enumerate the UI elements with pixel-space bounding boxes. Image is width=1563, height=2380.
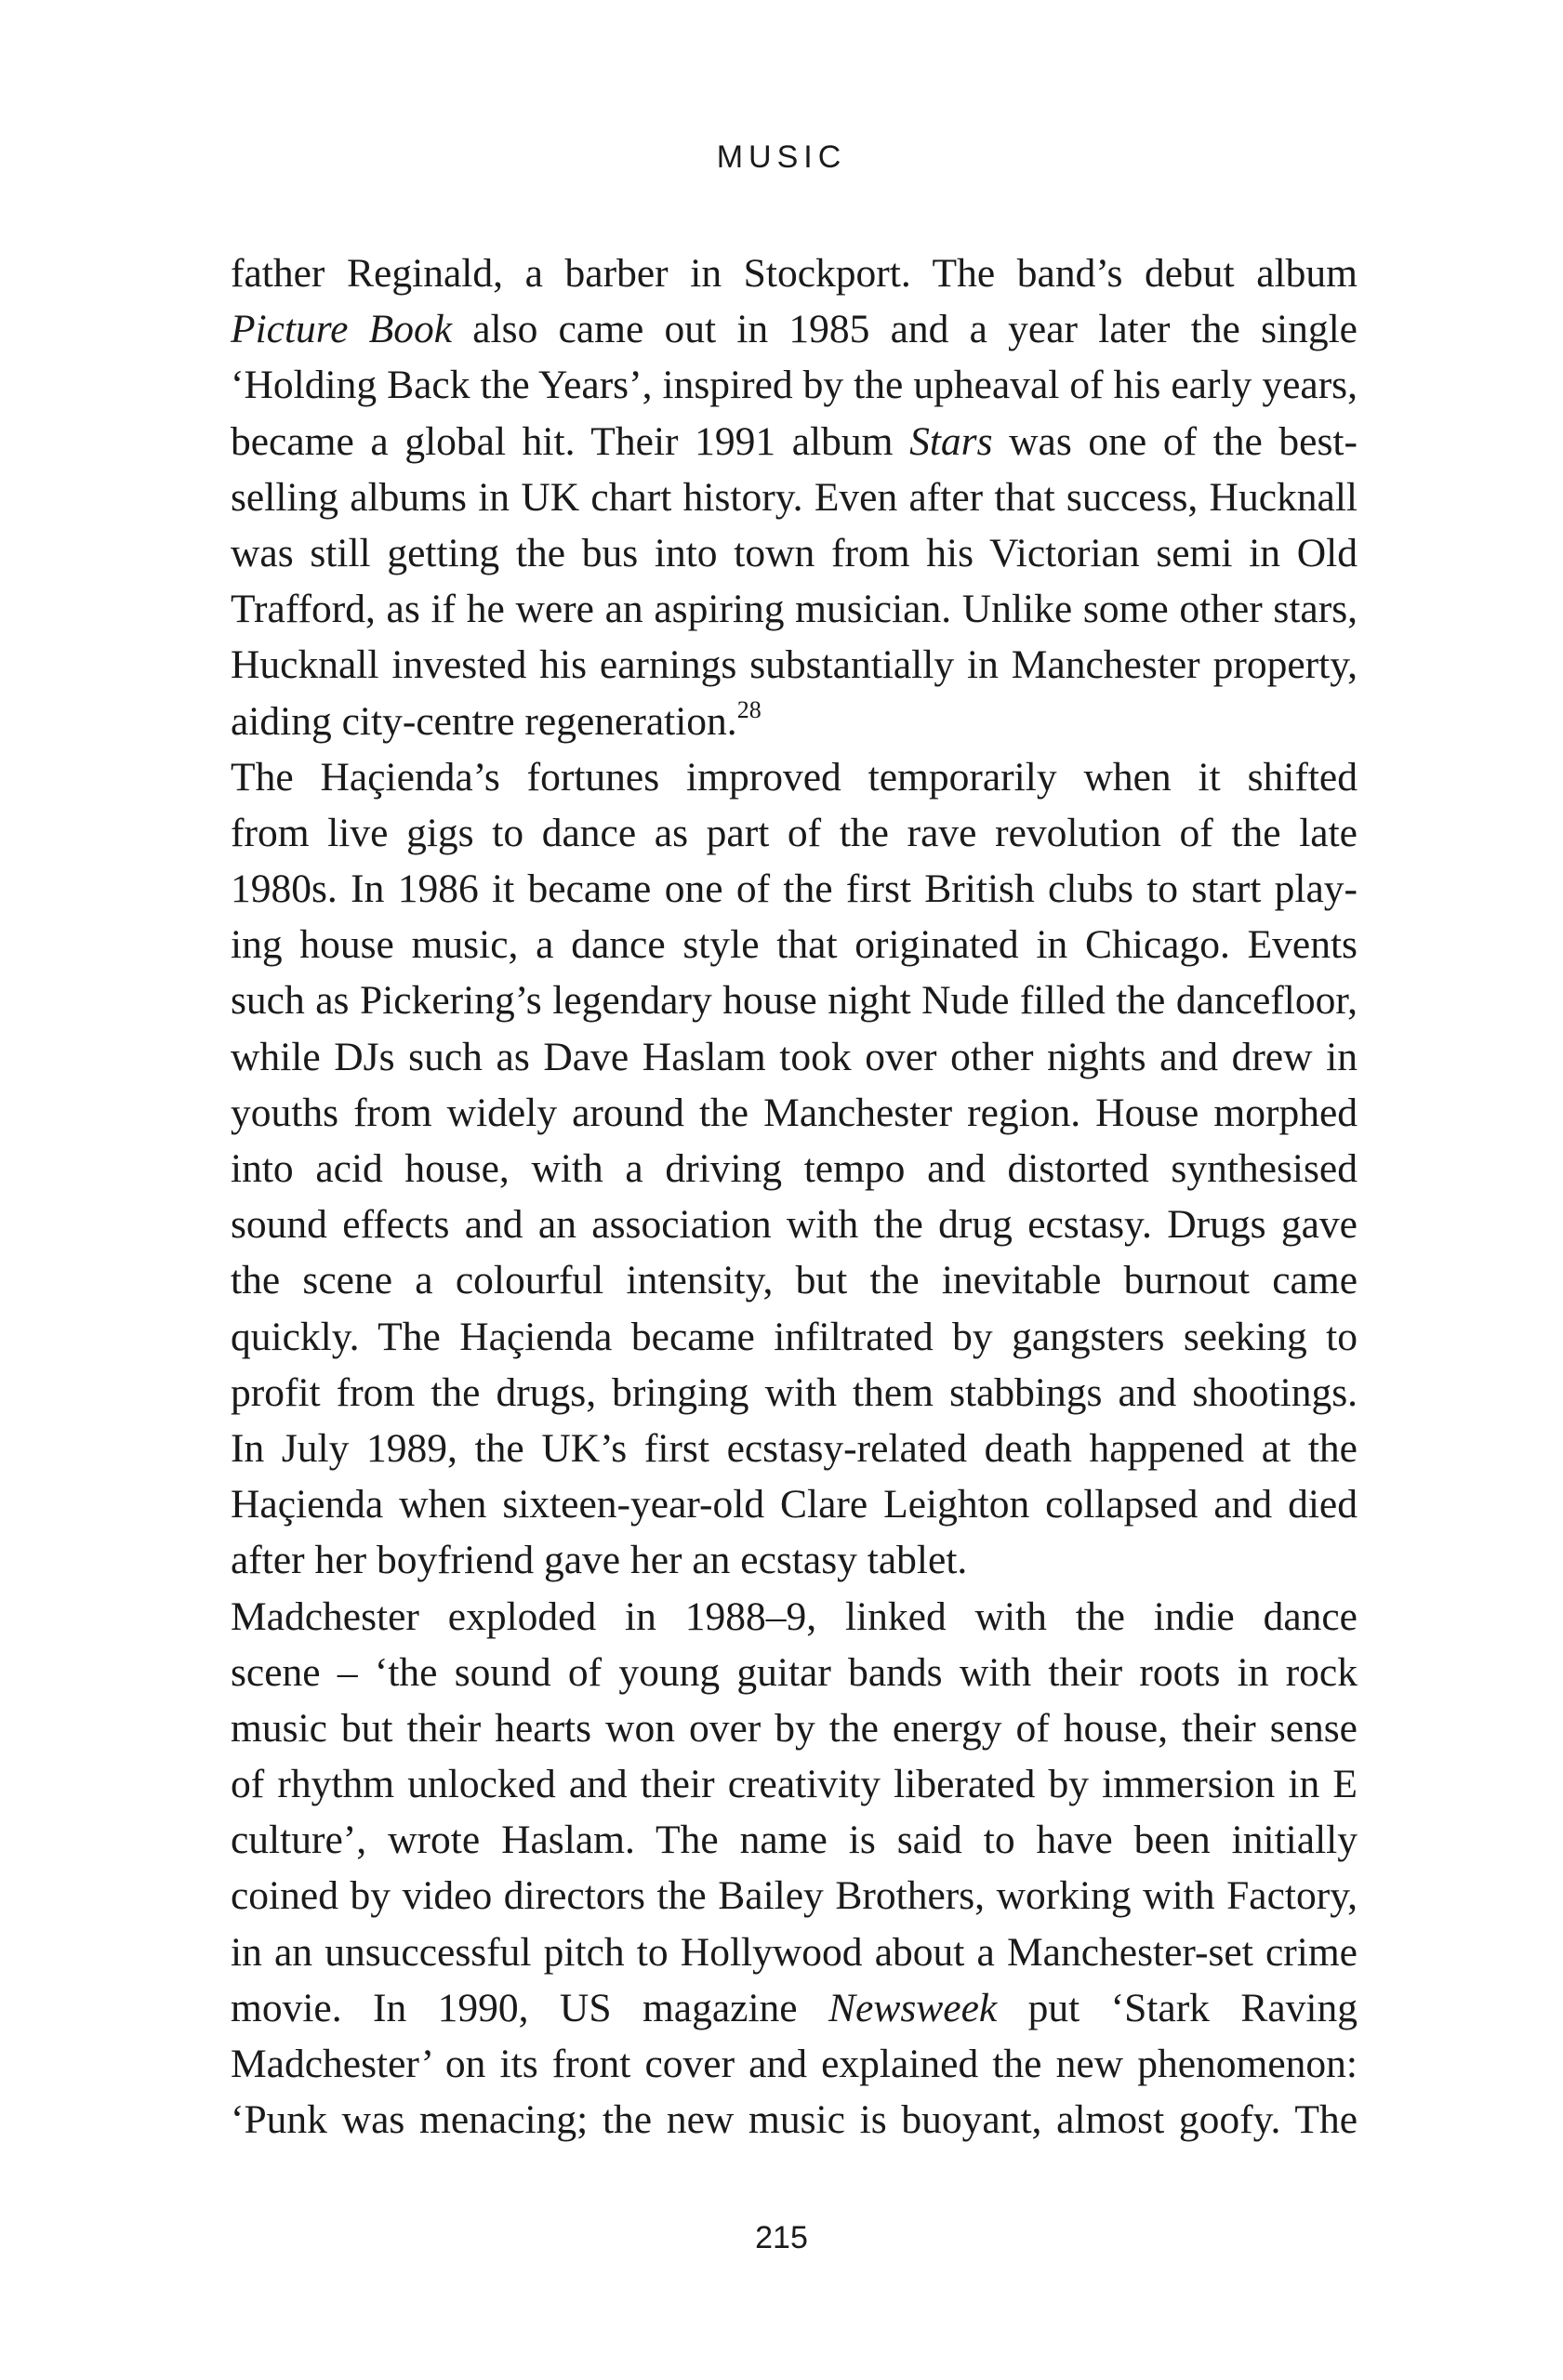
text-run: Hucknall invested his earnings substantially in Manchester property, [231, 642, 1358, 688]
italic-title: Picture Book [231, 307, 453, 352]
text-run: such as Pickering’s legendary house night Nude filled the dancefloor, [231, 978, 1358, 1024]
text-run: In July 1989, the UK’s first ecstasy-related death happened at the [231, 1425, 1358, 1471]
text-line [231, 1309, 1358, 1365]
text-run: quickly. The Haçienda became infiltrated by gangsters seeking to [231, 1314, 1358, 1359]
text-line [231, 1645, 1358, 1700]
text-line [231, 1812, 1358, 1868]
text-line [231, 1029, 1358, 1085]
text-line [231, 357, 1358, 413]
text-line [231, 1868, 1358, 1924]
text-run: while DJs such as Dave Haslam took over other nights and drew in [231, 1034, 1358, 1079]
text-run: Haçienda when sixteen-year-old Clare Leighton collapsed and died [231, 1482, 1358, 1527]
text-line [231, 245, 1358, 301]
text-line [231, 1252, 1358, 1308]
text-line [231, 1924, 1358, 1980]
page-number: 215 [755, 2220, 808, 2255]
text-line [231, 805, 1358, 861]
text-line [231, 694, 1358, 749]
text-run: after her boyfriend gave her an ecstasy tablet. [231, 1538, 968, 1583]
text-line [231, 469, 1358, 525]
text-run: movie. In 1990, US magazine [231, 1985, 829, 2030]
text-line [231, 1589, 1358, 1645]
text-run: the scene a colourful intensity, but the inevitable burnout came [231, 1258, 1358, 1303]
text-line [231, 414, 1358, 469]
text-run: ing house music, a dance style that originated in Chicago. Events [231, 922, 1358, 968]
text-line [231, 861, 1358, 917]
text-line [231, 2092, 1358, 2148]
text-run: of rhythm unlocked and their creativity liberated by immersion in E [231, 1762, 1358, 1807]
text-line [231, 1197, 1358, 1252]
text-run: music but their hearts won over by the energy of house, their sense [231, 1705, 1358, 1751]
text-run: Madchester’ on its front cover and explained the new phenomenon: [231, 2042, 1358, 2086]
text-run: 1980s. In 1986 it became one of the first British clubs to start play- [231, 866, 1358, 912]
text-line [231, 917, 1358, 972]
text-run: into acid house, with a driving tempo and distorted synthesised [231, 1146, 1358, 1191]
text-line [231, 637, 1358, 693]
text-run: Trafford, as if he were an aspiring musician. Unlike some other stars, [231, 587, 1358, 632]
text-run: in an unsuccessful pitch to Hollywood about a Manchester-set crime [231, 1929, 1358, 1975]
text-run: ‘Punk was menacing; the new music is buoyant, almost goofy. The [231, 2097, 1358, 2143]
text-run: put ‘Stark Raving [997, 1985, 1358, 2030]
text-line [231, 749, 1358, 805]
text-run: became a global hit. Their 1991 album [231, 418, 910, 464]
italic-title: Newsweek [828, 1985, 998, 2030]
text-run: sound effects and an association with the drug ecstasy. Drugs gave [231, 1202, 1358, 1248]
text-line [231, 1700, 1358, 1756]
text-run: The Haçienda’s fortunes improved temporarily when it shifted [231, 754, 1358, 800]
text-run: culture’, wrote Haslam. The name is said to have been initially [231, 1818, 1358, 1863]
paragraph [231, 1589, 1358, 2149]
text-line [231, 2036, 1358, 2092]
italic-title: Stars [909, 418, 993, 464]
footnote-ref: 28 [736, 696, 762, 723]
text-run: profit from the drugs, bringing with them stabbings and shootings. [231, 1369, 1358, 1415]
text-run: Madchester exploded in 1988–9, linked with the indie dance [231, 1593, 1358, 1639]
text-run: was one of the best- [992, 418, 1358, 464]
body-text [231, 245, 1358, 2148]
text-run: from live gigs to dance as part of the rave revolution of the late [231, 810, 1358, 855]
text-line [231, 1980, 1358, 2036]
text-line [231, 525, 1358, 581]
text-line [231, 1756, 1358, 1812]
text-run: scene – ‘the sound of young guitar bands with their roots in rock [231, 1649, 1358, 1695]
paragraph [231, 749, 1358, 1589]
text-line [231, 972, 1358, 1028]
running-head: MUSIC [716, 139, 847, 175]
text-line [231, 1421, 1358, 1476]
text-run: selling albums in UK chart history. Even after that success, Hucknall [231, 474, 1358, 520]
text-run: was still getting the bus into town from his Victorian semi in Old [231, 530, 1358, 575]
text-run: also came out in 1985 and a year later the single [452, 307, 1358, 352]
text-line [231, 1141, 1358, 1197]
text-run: coined by video directors the Bailey Brothers, working with Factory, [231, 1873, 1358, 1919]
text-run: youths from widely around the Manchester region. House morphed [231, 1090, 1358, 1135]
paragraph [231, 245, 1358, 749]
text-run: ‘Holding Back the Years’, inspired by the upheaval of his early years, [231, 363, 1358, 408]
text-line [231, 581, 1358, 637]
text-line [231, 1085, 1358, 1141]
text-run: aiding city-centre regeneration. [231, 698, 737, 744]
text-line [231, 1532, 1358, 1588]
text-line [231, 1476, 1358, 1532]
text-run: father Reginald, a barber in Stockport. The band’s debut album [231, 251, 1358, 296]
text-line [231, 1365, 1358, 1421]
text-line [231, 301, 1358, 357]
